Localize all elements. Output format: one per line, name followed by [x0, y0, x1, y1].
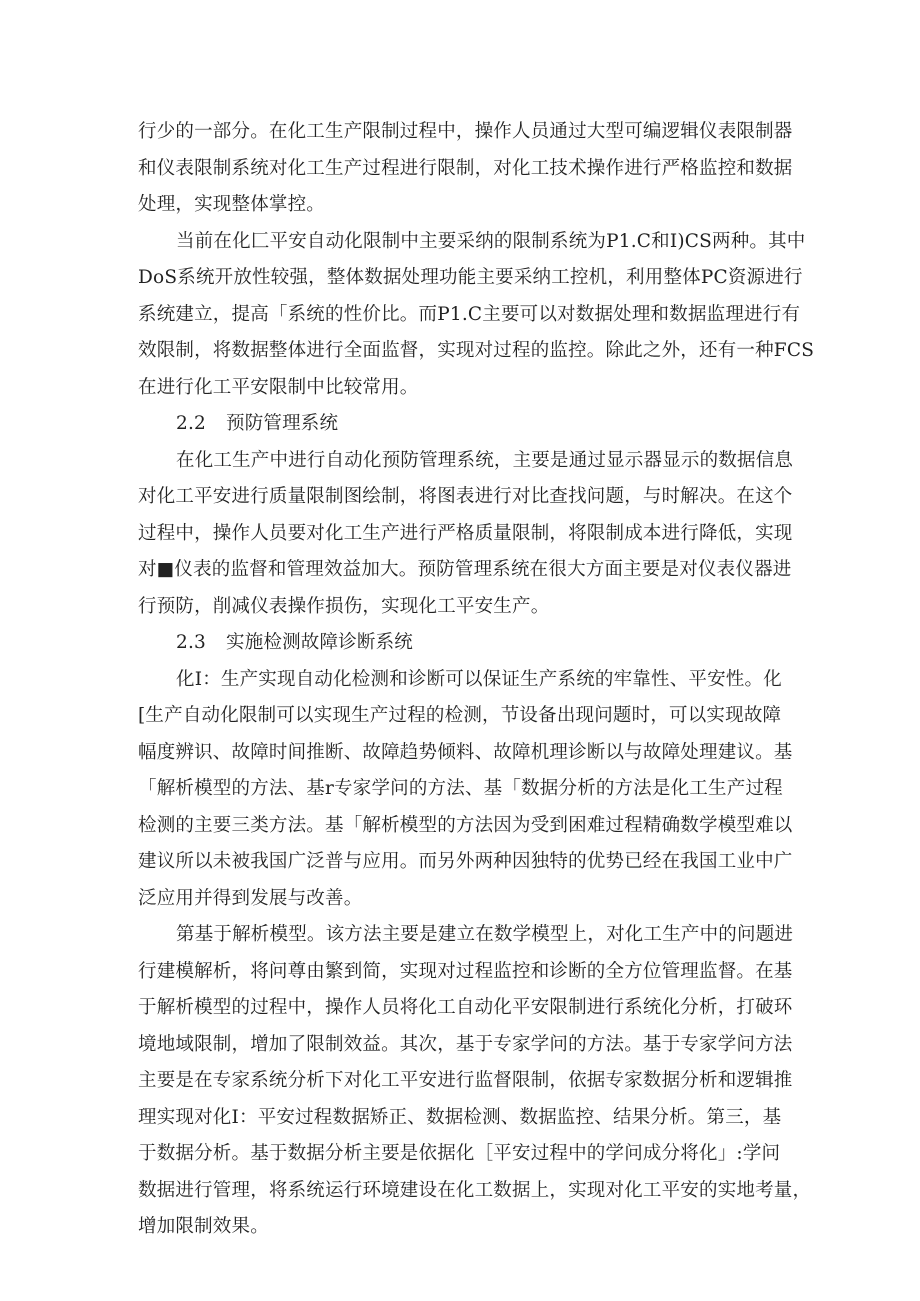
paragraph-fault-diagnosis [138, 662, 793, 918]
text-line: 数据进行管理，将系统运行环境建设在化工数据上，实现对化工平安的实地考量， [138, 1179, 812, 1201]
text-line: 行预防，削减仪表操作损伤，实现化工平安生产。 [138, 595, 550, 617]
text-line: 增加限制效果。 [138, 1216, 269, 1237]
text-line: 境地域限制，增加了限制效益。其次，基于专家学问的方法。基于专家学问方法 [138, 1033, 793, 1055]
text-line: 幅度辨识、故障时间推断、故障趋势倾料、故障机理诊断以与故障处理建议。基 [138, 741, 793, 763]
text-line: 化I：生产实现自动化检测和诊断可以保证生产系统的牢靠性、平安性。化 [176, 668, 782, 690]
text-line: 在进行化工平安限制中比较常用。 [138, 376, 419, 398]
text-line: 「解析模型的方法、基r专家学问的方法、基「数据分析的方法是化工生产过程 [138, 778, 783, 799]
document-body [138, 114, 815, 1246]
section-heading-2-2 [138, 406, 788, 443]
paragraph-prevention [138, 443, 794, 626]
text-line: 于解析模型的过程中，操作人员将化工自动化平安限制进行系统化分析，打破环 [138, 997, 793, 1018]
paragraph-methods [138, 917, 812, 1246]
text-line: 当前在化匚平安自动化限制中主要采纳的限制系统为P1.C和I)CS两种。其中 [176, 230, 806, 252]
text-line: 系统建立，提高「系统的性价比。而P1.C主要可以对数据处理和数据监理进行有 [138, 303, 801, 325]
text-line: 第基于解析模型。该方法主要是建立在数学模型上，对化工生产中的问题进 [176, 924, 794, 945]
text-line: 理实现对化I：平安过程数据矫正、数据检测、数据监控、结果分析。第三，基 [138, 1106, 782, 1128]
text-line: DoS系统开放性较强，整体数据处理功能主要采纳工控机，利用整体PC资源进行 [138, 267, 803, 288]
text-line: 过程中，操作人员要对化工生产进行严格质量限制，将限制成本进行降低，实现 [138, 522, 793, 544]
section-title: 预防管理系统 [226, 413, 339, 434]
text-line: 处理，实现整体掌控。 [138, 194, 326, 215]
text-line: 对■仪表的监督和管理效益加大。预防管理系统在很大方面主要是对仪表仪器进 [138, 559, 792, 580]
text-line: 于数据分析。基于数据分析主要是依据化［平安过程中的学问成分将化」:学问 [138, 1143, 781, 1164]
text-line: 行少的一部分。在化工生产限制过程中，操作人员通过大型可编逻辑仪表限制器 [138, 121, 793, 142]
text-line: 行建模解析，将问尊由繁到简，实现对过程监控和诊断的全方位管理监督。在基 [138, 960, 793, 982]
text-line: 泛应用并得到发展与改善。 [138, 887, 363, 909]
text-line: 效限制，将数据整体进行全面监督，实现对过程的监控。除此之外，还有一种FCS [138, 340, 815, 361]
section-number: 2.3 [176, 632, 207, 653]
text-line: [生产自动化限制可以实现生产过程的检测，节设备出现问题时，可以实现故障 [138, 705, 782, 726]
text-line: 检测的主要三类方法。基「解析模型的方法因为受到困难过程精确数学模型难以 [138, 814, 793, 836]
text-line: 在化工生产中进行自动化预防管理系统，主要是通过显示器显示的数据信息 [176, 449, 794, 471]
text-line: 和仪表限制系统对化工生产过程进行限制，对化工技术操作进行严格监控和数据 [138, 157, 793, 179]
text-line: 主要是在专家系统分析下对化工平安进行监督限制，依据专家数据分析和逻辑推 [138, 1070, 793, 1091]
section-title: 实施检测故障诊断系统 [226, 632, 414, 653]
section-number: 2.2 [176, 413, 207, 434]
paragraph-control-systems [138, 224, 815, 407]
text-line: 建议所以未被我国广泛普与应用。而另外两种因独特的优势已经在我国工业中广 [138, 851, 793, 872]
section-heading-2-3 [138, 625, 788, 662]
paragraph-continuation [138, 114, 793, 224]
text-line: 对化工平安进行质量限制图绘制，将图表进行对比查找问题，与时解决。在这个 [138, 486, 793, 507]
